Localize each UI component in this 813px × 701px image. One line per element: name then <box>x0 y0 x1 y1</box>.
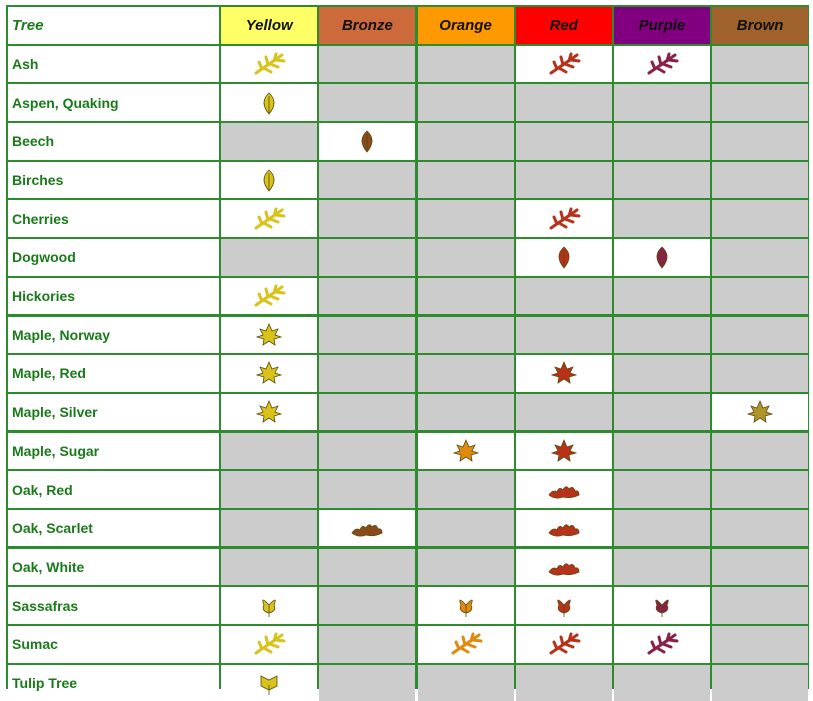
empty-cell <box>516 162 612 199</box>
empty-cell <box>418 510 514 547</box>
empty-cell <box>418 394 514 431</box>
tree-name: Beech <box>8 123 219 160</box>
leaf-cell <box>221 46 317 83</box>
empty-cell <box>614 123 710 160</box>
header-purple: Purple <box>614 7 710 44</box>
leaf-cell <box>221 665 317 701</box>
tree-name: Oak, White <box>8 549 219 586</box>
empty-cell <box>712 355 808 392</box>
empty-cell <box>418 665 514 701</box>
empty-cell <box>614 278 710 315</box>
empty-cell <box>418 355 514 392</box>
empty-cell <box>516 317 612 354</box>
leaf-cell <box>516 510 612 547</box>
oak-leaf-icon <box>541 513 587 543</box>
leaf-cell <box>221 84 317 121</box>
leaf-cell <box>221 162 317 199</box>
aspen-leaf-icon <box>246 88 292 118</box>
empty-cell <box>712 239 808 276</box>
tree-name: Oak, Red <box>8 471 219 508</box>
empty-cell <box>319 665 415 701</box>
empty-cell <box>221 433 317 470</box>
dogwood-leaf-icon <box>541 242 587 272</box>
empty-cell <box>418 278 514 315</box>
empty-cell <box>614 84 710 121</box>
empty-cell <box>418 317 514 354</box>
leaf-cell <box>319 510 415 547</box>
empty-cell <box>614 355 710 392</box>
empty-cell <box>614 200 710 237</box>
maple-leaf-icon <box>246 397 292 427</box>
leaf-cell <box>614 46 710 83</box>
leaf-cell <box>516 200 612 237</box>
leaf-cell <box>614 239 710 276</box>
empty-cell <box>319 317 415 354</box>
empty-cell <box>418 239 514 276</box>
tree-name: Ash <box>8 46 219 83</box>
leaf-cell <box>221 626 317 663</box>
sumac-leaf-icon <box>639 629 685 659</box>
oak-leaf-icon <box>541 475 587 505</box>
tree-name: Dogwood <box>8 239 219 276</box>
empty-cell <box>221 239 317 276</box>
empty-cell <box>319 394 415 431</box>
leaf-cell <box>614 626 710 663</box>
empty-cell <box>712 665 808 701</box>
empty-cell <box>712 46 808 83</box>
empty-cell <box>614 665 710 701</box>
sassafras-leaf-icon <box>443 591 489 621</box>
ash-leaf-icon <box>541 49 587 79</box>
empty-cell <box>614 471 710 508</box>
dogwood-leaf-icon <box>639 242 685 272</box>
leaf-cell <box>516 549 612 586</box>
empty-cell <box>319 46 415 83</box>
empty-cell <box>319 200 415 237</box>
maple-leaf-icon <box>246 358 292 388</box>
leaf-cell <box>221 394 317 431</box>
empty-cell <box>516 394 612 431</box>
empty-cell <box>712 200 808 237</box>
leaf-cell <box>418 587 514 624</box>
birch-leaf-icon <box>246 165 292 195</box>
empty-cell <box>418 46 514 83</box>
tree-name: Maple, Red <box>8 355 219 392</box>
empty-cell <box>319 471 415 508</box>
leaf-cell <box>516 626 612 663</box>
leaf-cell <box>712 394 808 431</box>
leaf-cell <box>614 587 710 624</box>
sumac-leaf-icon <box>246 629 292 659</box>
empty-cell <box>319 355 415 392</box>
empty-cell <box>221 510 317 547</box>
tree-name: Maple, Sugar <box>8 433 219 470</box>
leaf-cell <box>319 123 415 160</box>
empty-cell <box>418 84 514 121</box>
leaf-cell <box>516 239 612 276</box>
empty-cell <box>418 123 514 160</box>
empty-cell <box>319 278 415 315</box>
empty-cell <box>516 84 612 121</box>
empty-cell <box>712 317 808 354</box>
tree-name: Cherries <box>8 200 219 237</box>
tree-name: Sassafras <box>8 587 219 624</box>
header-red: Red <box>516 7 612 44</box>
empty-cell <box>614 317 710 354</box>
empty-cell <box>712 162 808 199</box>
empty-cell <box>319 84 415 121</box>
empty-cell <box>418 200 514 237</box>
tree-name: Maple, Silver <box>8 394 219 431</box>
ash-leaf-icon <box>639 49 685 79</box>
ash-leaf-icon <box>246 49 292 79</box>
empty-cell <box>712 549 808 586</box>
empty-cell <box>614 433 710 470</box>
leaf-cell <box>418 433 514 470</box>
leaf-cell <box>221 587 317 624</box>
tree-name: Birches <box>8 162 219 199</box>
header-bronze: Bronze <box>319 7 415 44</box>
empty-cell <box>319 549 415 586</box>
empty-cell <box>712 123 808 160</box>
empty-cell <box>418 549 514 586</box>
empty-cell <box>221 549 317 586</box>
oak-leaf-icon <box>344 513 390 543</box>
leaf-cell <box>516 433 612 470</box>
tree-name: Sumac <box>8 626 219 663</box>
sassafras-leaf-icon <box>541 591 587 621</box>
leaf-cell <box>418 626 514 663</box>
empty-cell <box>319 626 415 663</box>
sassafras-leaf-icon <box>639 591 685 621</box>
leaf-cell <box>221 355 317 392</box>
maple-leaf-icon <box>737 397 783 427</box>
empty-cell <box>418 162 514 199</box>
hickory-leaf-icon <box>246 281 292 311</box>
cherry-leaf-icon <box>541 204 587 234</box>
empty-cell <box>712 471 808 508</box>
empty-cell <box>712 84 808 121</box>
leaf-cell <box>221 317 317 354</box>
empty-cell <box>712 278 808 315</box>
empty-cell <box>712 626 808 663</box>
oak-leaf-icon <box>541 552 587 582</box>
empty-cell <box>712 510 808 547</box>
tree-name: Oak, Scarlet <box>8 510 219 547</box>
tree-name: Aspen, Quaking <box>8 84 219 121</box>
leaf-cell <box>221 278 317 315</box>
empty-cell <box>712 433 808 470</box>
sumac-leaf-icon <box>443 629 489 659</box>
tulip-leaf-icon <box>246 668 292 698</box>
tree-name: Hickories <box>8 278 219 315</box>
empty-cell <box>516 123 612 160</box>
header-tree: Tree <box>8 7 219 44</box>
empty-cell <box>319 239 415 276</box>
maple-leaf-icon <box>443 436 489 466</box>
empty-cell <box>221 123 317 160</box>
header-orange: Orange <box>418 7 514 44</box>
header-brown: Brown <box>712 7 808 44</box>
cherry-leaf-icon <box>246 204 292 234</box>
tree-name: Maple, Norway <box>8 317 219 354</box>
empty-cell <box>319 433 415 470</box>
tree-name: Tulip Tree <box>8 665 219 701</box>
empty-cell <box>516 278 612 315</box>
maple-leaf-icon <box>246 320 292 350</box>
leaf-cell <box>516 587 612 624</box>
empty-cell <box>221 471 317 508</box>
sassafras-leaf-icon <box>246 591 292 621</box>
empty-cell <box>614 394 710 431</box>
leaf-cell <box>221 200 317 237</box>
leaf-cell <box>516 471 612 508</box>
maple-leaf-icon <box>541 358 587 388</box>
empty-cell <box>319 587 415 624</box>
empty-cell <box>516 665 612 701</box>
empty-cell <box>712 587 808 624</box>
leaf-cell <box>516 46 612 83</box>
empty-cell <box>614 162 710 199</box>
empty-cell <box>418 471 514 508</box>
header-yellow: Yellow <box>221 7 317 44</box>
fall-color-table <box>6 5 809 689</box>
maple-leaf-icon <box>541 436 587 466</box>
empty-cell <box>614 510 710 547</box>
sumac-leaf-icon <box>541 629 587 659</box>
empty-cell <box>614 549 710 586</box>
leaf-cell <box>516 355 612 392</box>
beech-leaf-icon <box>344 126 390 156</box>
empty-cell <box>319 162 415 199</box>
